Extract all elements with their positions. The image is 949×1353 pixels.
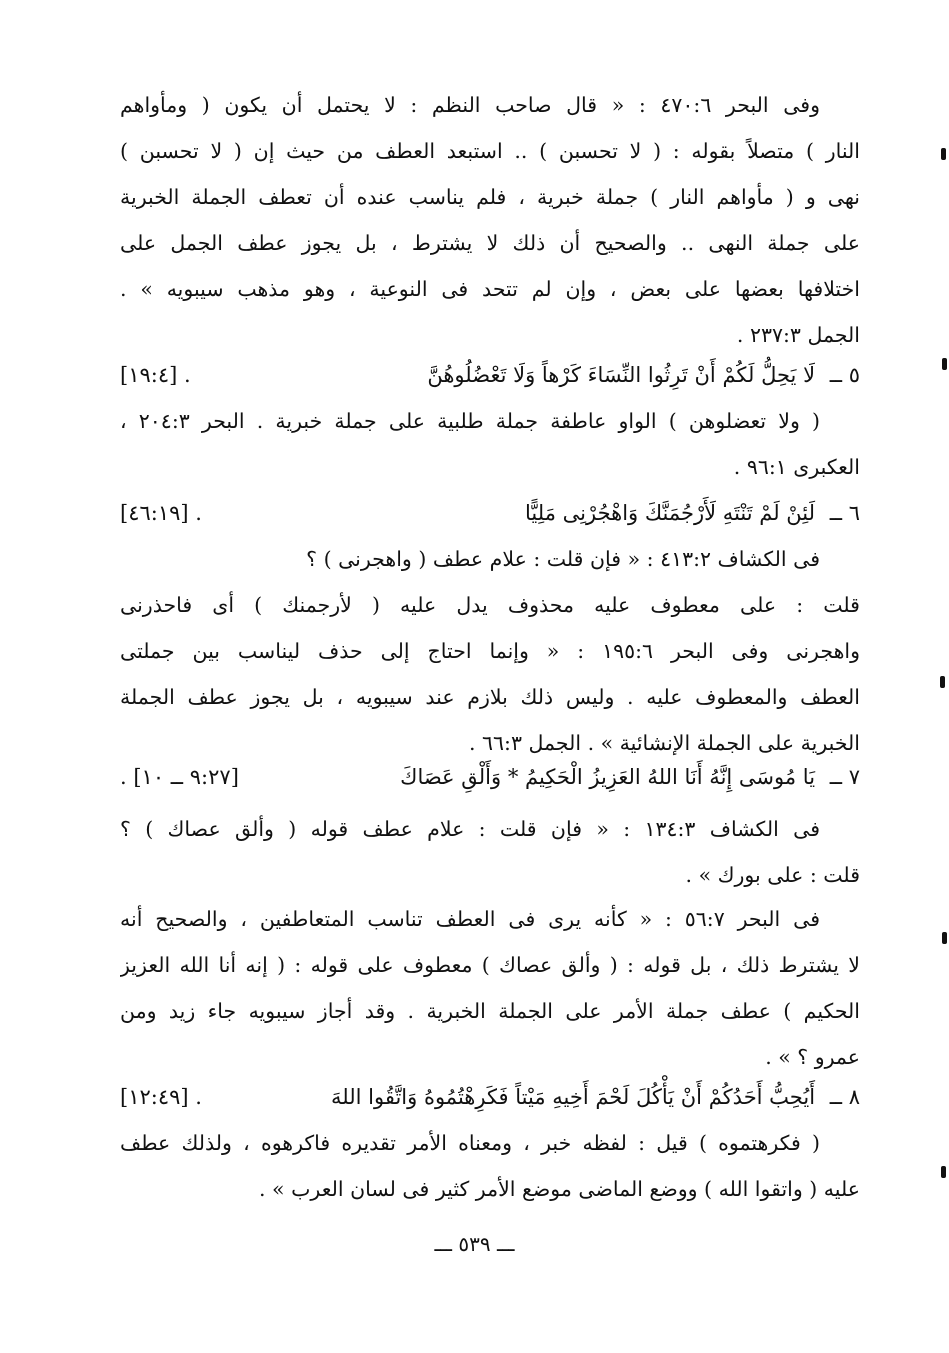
verse-line: [120, 490, 860, 536]
verse-6: [120, 490, 860, 536]
text-line: واهجرنى وفى البحر ١٩٥:٦ : « وإنما احتاج إلى حذف ليناسب بين جملتى: [120, 639, 860, 663]
text-line: الخبرية على الجملة الإنشائية » . الجمل ٦٦:٣ .: [468, 731, 860, 755]
text-line: العطف والمعطوف عليه . وليس ذلك بلازم عند سيبويه ، بل يجوز عطف الجملة: [120, 685, 860, 709]
binding-mark: [940, 676, 945, 688]
text-line: قلت : على معطوف عليه محذوف يدل عليه ( لأرجمنك ) أى فاحذرنى: [120, 593, 860, 617]
commentary-7b: [120, 896, 860, 1080]
text-line: لا يشترط ذلك ، بل قوله : ( وألق عصاك ) معطوف على قوله : ( إنه أنا الله العزيز: [120, 953, 860, 977]
verse-text: أَيُحِبُّ أَحَدُكُمْ أَنْ يَأْكُلَ لَحْمَ أَخِيهِ مَيْتاً فَكَرِهْتُمُوهُ وَاتَّقُوا اللهَ: [331, 1085, 816, 1109]
verse-reference: [١٩:٤] .: [120, 363, 191, 387]
verse-text: لَئِنْ لَمْ تَنْتَهِ لَأَرْجُمَنَّكَ وَاهْجُرْنِى مَلِيًّا: [525, 501, 816, 525]
text-line: ( فكرهتموه ) قيل : لفظه خبر ، ومعناه الأمر تقديره فاكرهوه ، ولذلك عطف: [120, 1131, 820, 1155]
text-line: عليه ( واتقوا الله ) ووضع الماضى موضع الأمر كثير فى لسان العرب » .: [259, 1177, 860, 1201]
binding-mark: [941, 148, 946, 160]
text-line: ( ولا تعضلوهن ) الواو عاطفة جملة طلبية على جملة خبرية . البحر ٢٠٤:٣ ،: [120, 409, 820, 433]
verse-reference: [٤٦:١٩] .: [120, 501, 202, 525]
commentary-7: [120, 806, 860, 898]
verse-line: [120, 1074, 860, 1120]
verse-number: ٧ ــ: [829, 765, 860, 789]
paragraph-1: [120, 82, 860, 358]
verse-number: ٦ ــ: [829, 501, 860, 525]
text-line: عمرو ؟ » .: [765, 1045, 860, 1069]
text-line: فى الكشاف ١٣٤:٣ : « فإن قلت : علام عطف قوله ( وألق عصاك ) ؟: [120, 817, 820, 841]
verse-5: [120, 352, 860, 398]
verse-reference: [٩:٢٧ ــ ١٠] .: [120, 765, 239, 789]
text-line: فى الكشاف ٤١٣:٢ : « فإن قلت : علام عطف ( واهجرنى ) ؟: [306, 547, 820, 571]
verse-number: ٥ ــ: [829, 363, 860, 387]
text-line: الجمل ٢٣٧:٣ .: [736, 323, 860, 347]
binding-mark: [942, 358, 947, 370]
verse-line: [120, 754, 860, 800]
text-line: على جملة النهى .. والصحيح أن ذلك لا يشترط ، بل يجوز عطف الجمل على: [120, 231, 860, 255]
binding-mark: [941, 1166, 946, 1178]
commentary-6: [120, 536, 860, 766]
text-line: قلت : على بورك » .: [685, 863, 860, 887]
text-line: اختلافها بعضها على بعض ، وإن لم تتحد فى النوعية ، وهو مذهب سيبويه » .: [120, 277, 860, 301]
verse-8: [120, 1074, 860, 1120]
text-line: وفى البحر ٤٧٠:٦ : « قال صاحب النظم : لا يحتمل أن يكون ( ومأواهم: [120, 93, 820, 117]
commentary-8: [120, 1120, 860, 1212]
text-line: فى البحر ٥٦:٧ : « كأنه يرى فى العطف تناسب المتعاطفين ، والصحيح أنه: [120, 907, 820, 931]
verse-text: يَا مُوسَى إِنَّهُ أَنَا اللهُ العَزِيزُ الْحَكِيمُ * وَأَلْقِ عَصَاكَ: [400, 765, 816, 789]
text-line: النار ) متصلاً بقوله : ( لا تحسبن ) .. استبعد العطف من حيث إن ( لا تحسبن ): [120, 139, 860, 163]
text-line: نهى و ( مأواهم النار ) جملة خبرية ، فلم يناسب عنده أن تعطف الجملة الخبرية: [120, 185, 860, 209]
verse-7: [120, 754, 860, 800]
text-line: العكبرى ٩٦:١ .: [733, 455, 860, 479]
binding-mark: [942, 932, 947, 944]
verse-reference: [١٢:٤٩] .: [120, 1085, 202, 1109]
page-number: ـــ ٥٣٩ ـــ: [434, 1232, 515, 1256]
verse-line: [120, 352, 860, 398]
commentary-5: [120, 398, 860, 490]
verse-number: ٨ ــ: [829, 1085, 860, 1109]
verse-text: لَا يَحِلُّ لَكُمْ أَنْ تَرِثُوا النِّسَاءَ كَرْهاً وَلَا تَعْضُلُوهُنَّ: [427, 363, 816, 387]
text-line: الحكيم ) عطف جملة الأمر على الجملة الخبرية . وقد أجاز سيبويه جاء زيد ومن: [120, 999, 860, 1023]
